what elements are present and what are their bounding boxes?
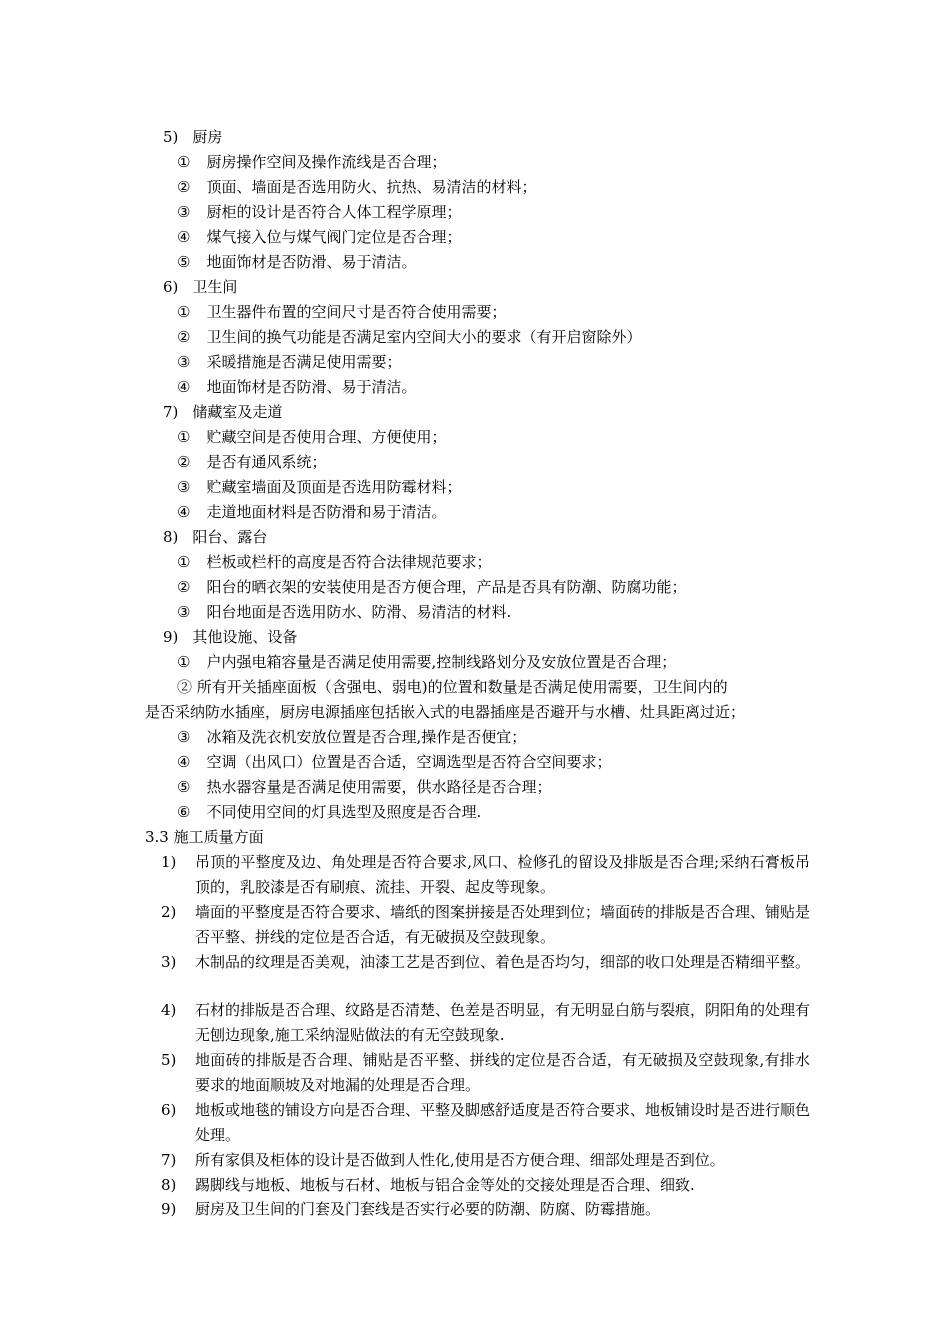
list-item [177,302,506,322]
section-title: 厨房 [192,128,223,146]
item-text: 卫生器件布置的空间尺寸是否符合使用需要； [206,303,507,321]
list-item [177,352,401,372]
list-item [177,477,461,497]
section-heading [163,527,267,547]
item-text: 卫生间的换气功能是否满足室内空间大小的要求（有开启窗除外） [206,328,642,346]
quality-item [145,1048,810,1098]
item-mark: ① [177,153,191,171]
list-item [177,752,611,772]
item-text: 不同使用空间的灯具选型及照度是否合理. [206,803,482,821]
item-number: 9) [161,1200,177,1218]
item-text: 所有家俱及柜体的设计是否做到人性化,使用是否方便合理、细部处理是否到位。 [195,1151,725,1169]
item-text: 墙面的平整度是否符合要求、墙纸的图案拼接是否处理到位；墙面砖的排版是否合理、铺贴是否平整、拼线的定位是否合适，有无破损及空鼓现象。 [195,903,811,946]
section-number: 7) [163,403,179,421]
item-number: 6) [161,1101,177,1119]
list-item [177,327,641,347]
section-title: 储藏室及走道 [192,403,283,421]
quality-item [145,1173,810,1198]
section-title: 卫生间 [192,278,238,296]
item-mark: ③ [177,478,191,496]
list-item [177,227,461,247]
item-mark: ① [177,303,191,321]
item-text: 贮藏空间是否使用合理、方便使用； [206,428,447,446]
item-text: 阳台地面是否选用防水、防滑、易清洁的材料. [206,603,512,621]
section-number: 8) [163,528,179,546]
quality-item [145,1098,810,1148]
item-mark: ④ [177,378,191,396]
section-title: 阳台、露台 [192,528,268,546]
item-mark: ① [177,653,191,671]
item-number: 3) [161,953,177,971]
item-number: 2) [161,903,177,921]
list-item [177,152,446,172]
item-text: 是否采纳防水插座，厨房电源插座包括嵌入式的电器插座是否避开与水槽、灶具距离过近； [145,703,746,721]
item-number: 8) [161,1176,177,1194]
item-text: 顶面、墙面是否选用防火、抗热、易清洁的材料； [206,178,537,196]
list-item [177,252,416,272]
list-item [177,652,676,672]
item-text: 冰箱及洗衣机安放位置是否合理,操作是否便宜； [206,728,527,746]
item-text: 是否有通风系统； [206,453,327,471]
quality-item [145,850,810,900]
item-mark: ① [177,428,191,446]
item-text: 地面饰材是否防滑、易于清洁。 [206,378,417,396]
list-item [177,552,491,572]
quality-item [145,900,810,950]
list-item [177,577,686,597]
item-mark: ⑤ [177,253,191,271]
section-heading [163,627,297,647]
item-text: 踢脚线与地板、地板与石材、地板与铝合金等处的交接处理是否合理、细致. [195,1176,695,1194]
item-mark: ③ [177,203,191,221]
item-text: 采暖措施是否满足使用需要； [206,353,402,371]
list-item [177,777,551,797]
item-text: 木制品的纹理是否美观，油漆工艺是否到位、着色是否均匀，细部的收口处理是否精细平整。 [195,953,811,971]
list-item [177,202,461,222]
item-text: 石材的排版是否合理、纹路是否清楚、色差是否明显，有无明显白筋与裂痕，阴阳角的处理有无刨边现象,施工采纳湿贴做法的有无空鼓现象. [195,1001,811,1044]
item-text: 栏板或栏杆的高度是否符合法律规范要求； [206,553,492,571]
section-title: 其他设施、设备 [192,628,298,646]
list-item-wrapped-line-1 [177,677,728,697]
item-number: 4) [161,1001,177,1019]
item-text: 吊顶的平整度及边、角处理是否符合要求,风口、检修孔的留设及排版是否合理;采纳石膏板吊顶的，乳胶漆是否有刷痕、流挂、开裂、起皮等现象。 [195,853,810,896]
quality-item [145,1148,810,1173]
item-text: 地面砖的排版是否合理、铺贴是否平整、拼线的定位是否合适，有无破损及空鼓现象,有排水要求的地面顺坡及对地漏的处理是否合理。 [195,1051,810,1094]
item-text: 地板或地毯的铺设方向是否合理、平整及脚感舒适度是否符合要求、地板铺设时是否进行顺色处理。 [195,1101,811,1144]
quality-item [145,1197,810,1222]
section-heading [163,127,222,147]
item-mark: ② [177,453,191,471]
list-item [177,802,481,822]
item-mark: ② [177,578,191,596]
list-item [177,377,416,397]
item-text: 户内强电箱容量是否满足使用需要,控制线路划分及安放位置是否合理； [206,653,677,671]
item-mark: ④ [177,228,191,246]
item-mark: ② [177,328,191,346]
list-item [177,727,526,747]
item-text: ② 所有开关插座面板（含强电、弱电)的位置和数量是否满足使用需要，卫生间内的 [177,678,728,696]
item-text: 地面饰材是否防滑、易于清洁。 [206,253,417,271]
item-text: 走道地面材料是否防滑和易于清洁。 [206,503,447,521]
item-text: 阳台的晒衣架的安装使用是否方便合理，产品是否具有防潮、防腐功能； [206,578,687,596]
subsection-heading: 3.3 施工质量方面 [145,828,264,846]
item-text: 厨柜的设计是否符合人体工程学原理； [206,203,462,221]
item-text: 热水器容量是否满足使用需要，供水路径是否合理； [206,778,552,796]
item-mark: ③ [177,353,191,371]
section-heading [163,402,282,422]
quality-item [145,998,810,1048]
item-mark: ⑥ [177,803,191,821]
item-mark: ④ [177,753,191,771]
section-number: 6) [163,278,179,296]
list-item [177,502,446,522]
item-text: 空调（出风口）位置是否合适，空调选型是否符合空间要求； [206,753,612,771]
item-text: 煤气接入位与煤气阀门定位是否合理； [206,228,462,246]
item-text: 厨房操作空间及操作流线是否合理； [206,153,447,171]
section-number: 9) [163,628,179,646]
item-mark: ① [177,553,191,571]
quality-item [145,950,810,975]
section-heading [163,277,237,297]
list-item [177,602,511,622]
item-mark: ④ [177,503,191,521]
list-item [177,452,326,472]
item-number: 5) [161,1051,177,1069]
list-item [177,177,536,197]
item-mark: ② [177,178,191,196]
section-number: 5) [163,128,179,146]
item-number: 7) [161,1151,177,1169]
item-mark: ③ [177,603,191,621]
item-text: 厨房及卫生间的门套及门套线是否实行必要的防潮、防腐、防霉措施。 [195,1200,661,1218]
item-mark: ③ [177,728,191,746]
list-item [177,427,446,447]
list-item-wrapped-line-2 [145,702,745,722]
item-mark: ⑤ [177,778,191,796]
item-number: 1) [161,853,177,871]
item-text: 贮藏室墙面及顶面是否选用防霉材料； [206,478,462,496]
